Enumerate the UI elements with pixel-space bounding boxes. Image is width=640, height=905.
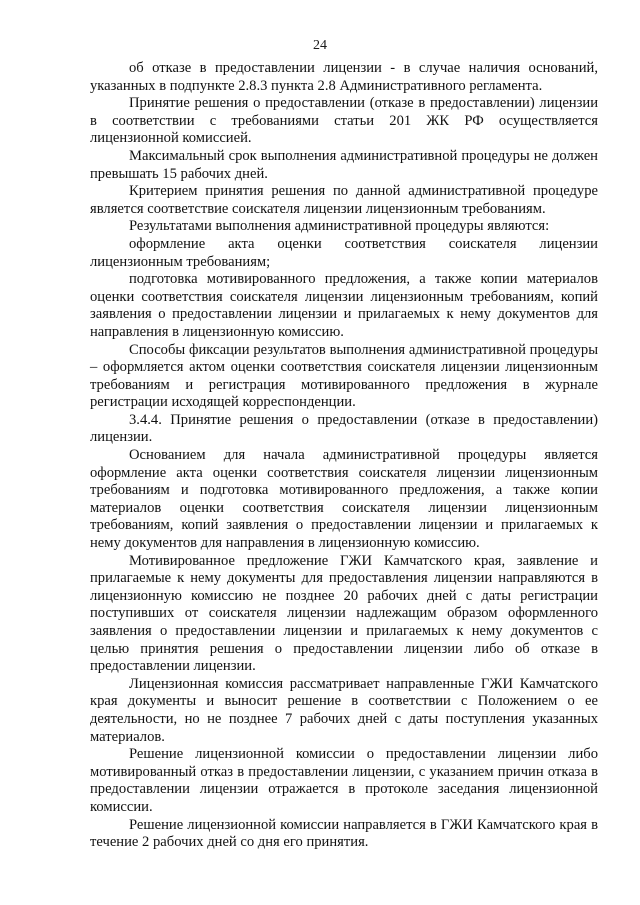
- page-number: 24: [313, 38, 327, 53]
- paragraph: Результатами выполнения административной процедуры являются:: [129, 218, 550, 235]
- paragraph: Мотивированное предложение ГЖИ Камчатского края, заявление и прилагаемые к нему документы для предоставления лицензии направляются в лицензионную комиссию не позднее 20 рабочих дней с даты регистрации поступивших от соискателя лицензии надлежащим образом оформленного заявления о предоставлении лицензии и прилагаемых к нему документов с целью принятия решения о предоставлении лицензии либо об отказе в предоставлении лицензии.: [90, 552, 598, 675]
- paragraph: Лицензионная комиссия рассматривает направленные ГЖИ Камчатского края документы и выносит решение в соответствии с Положением о ее деятельности, но не позднее 7 рабочих дней с даты поступления указанных материалов.: [90, 675, 598, 745]
- paragraph: оформление акта оценки соответствия соискателя лицензии лицензионным требованиям;: [90, 235, 598, 270]
- section-heading: 3.4.4. Принятие решения о предоставлении (отказе в предоставлении) лицензии.: [90, 411, 598, 446]
- paragraph: Решение лицензионной комиссии о предоставлении лицензии либо мотивированный отказ в предоставлении лицензии, с указанием причин отказа в предоставлении лицензии отражается в протоколе заседания лицензионной комиссии.: [90, 746, 598, 815]
- paragraph: Принятие решения о предоставлении (отказе в предоставлении) лицензии в соответствии с требованиями статьи 201 ЖК РФ осуществляется лицензионной комиссией.: [90, 95, 598, 147]
- paragraph: Решение лицензионной комиссии направляется в ГЖИ Камчатского края в течение 2 рабочих дней со дня его принятия.: [90, 816, 598, 851]
- paragraph: Основанием для начала административной процедуры является оформление акта оценки соответствия соискателя лицензии лицензионным требованиям и подготовка мотивированного предложения, а также копии материалов оценки соответствия соискателя лицензии лицензионным требованиям, копий заявления о предоставлении лицензии и прилагаемых к нему документов для направления в лицензионную комиссию.: [90, 447, 598, 552]
- paragraph: Критерием принятия решения по данной административной процедуре является соответствие соискателя лицензии лицензионным требованиям.: [90, 183, 598, 217]
- document-body: [90, 60, 598, 852]
- paragraph: об отказе в предоставлении лицензии - в случае наличия оснований, указанных в подпункте 2.8.3 пункта 2.8 Административного регламента.: [90, 60, 598, 94]
- paragraph: Максимальный срок выполнения административной процедуры не должен превышать 15 рабочих дней.: [90, 147, 598, 182]
- paragraph: Способы фиксации результатов выполнения административной процедуры – оформляется актом оценки соответствия соискателя лицензии лицензионным требованиям и регистрация мотивированного предложения в журнале регистрации исходящей корреспонденции.: [90, 341, 598, 411]
- paragraph: подготовка мотивированного предложения, а также копии материалов оценки соответствия соискателя лицензии лицензионным требованиям, копий заявления о предоставлении лицензии и прилагаемых к нему документов для направления в лицензионную комиссию.: [90, 271, 598, 340]
